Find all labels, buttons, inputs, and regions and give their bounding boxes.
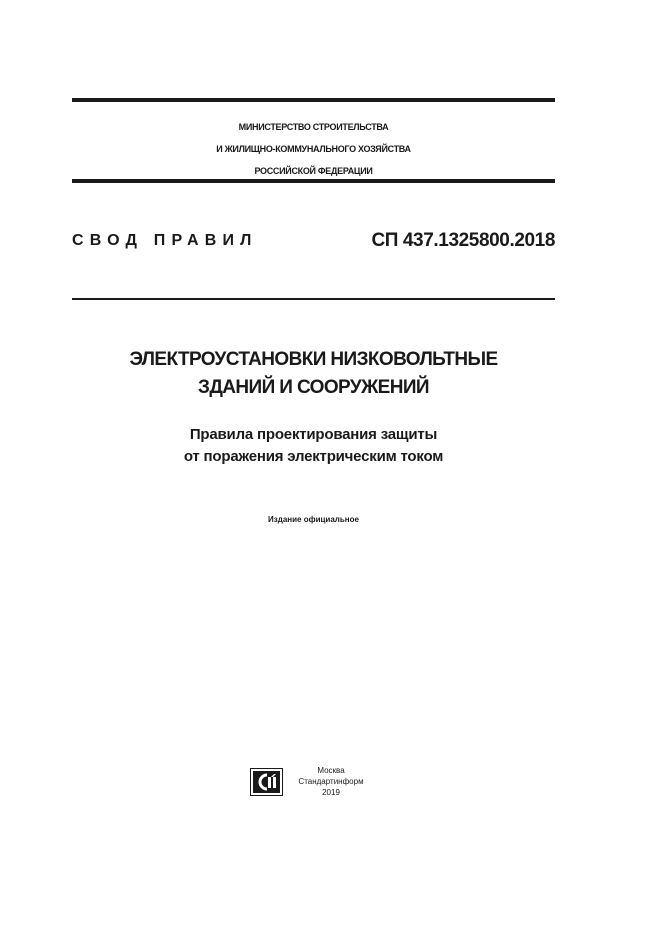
ministry-line-2: И ЖИЛИЩНО-КОММУНАЛЬНОГО ХОЗЯЙСТВА xyxy=(216,144,411,154)
document-code: СП 437.1325800.2018 xyxy=(371,230,555,251)
middle-rule xyxy=(72,179,555,183)
publisher-year: 2019 xyxy=(322,788,340,797)
subtitle-line-2: от поражения электрическим током xyxy=(183,448,444,465)
ministry-name xyxy=(72,116,555,182)
publisher-block xyxy=(250,765,380,805)
ministry-line-1: МИНИСТЕРСТВО СТРОИТЕЛЬСТВА xyxy=(238,122,389,132)
document-code-row xyxy=(72,230,555,254)
subtitle-line-1: Правила проектирования защиты xyxy=(189,426,438,443)
document-subtitle xyxy=(72,424,555,468)
publisher-info xyxy=(288,765,374,798)
title-line-1: ЭЛЕКТРОУСТАНОВКИ НИЗКОВОЛЬТНЫЕ xyxy=(129,349,498,370)
document-series: СВОД ПРАВИЛ xyxy=(72,232,258,249)
title-line-2: ЗДАНИЙ И СООРУЖЕНИЙ xyxy=(198,377,429,398)
ministry-line-3: РОССИЙСКОЙ ФЕДЕРАЦИИ xyxy=(254,166,373,176)
publisher-name: Стандартинформ xyxy=(298,777,364,786)
top-rule xyxy=(72,98,555,102)
document-title xyxy=(72,346,555,402)
standartinform-logo-icon xyxy=(250,768,283,796)
bottom-rule xyxy=(72,298,555,300)
edition-note: Издание официальное xyxy=(268,515,359,524)
publisher-city: Москва xyxy=(317,766,345,775)
